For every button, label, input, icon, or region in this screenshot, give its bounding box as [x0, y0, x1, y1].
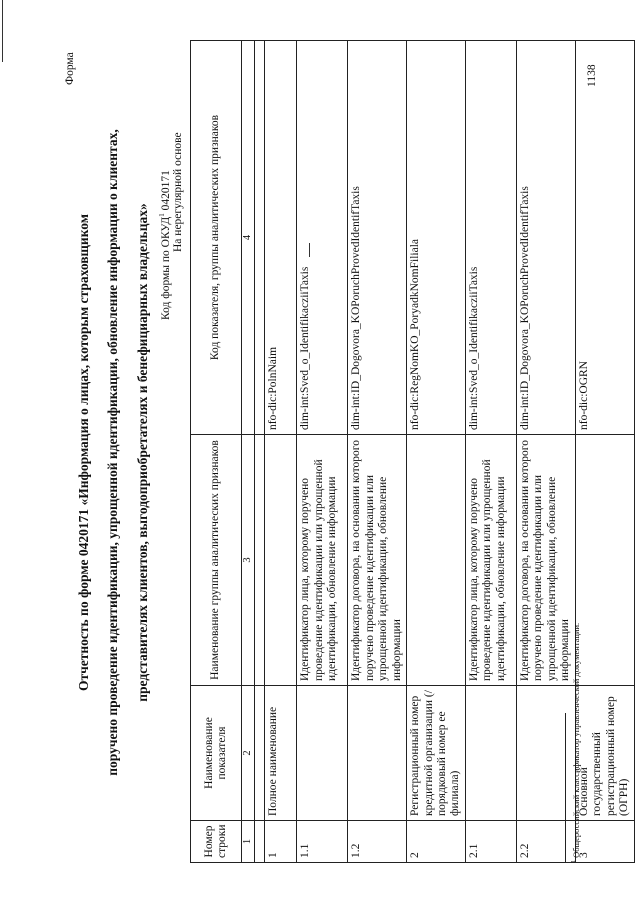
periodicity-label: На нерегулярной основе [172, 132, 184, 252]
page-number: 1138 [586, 64, 598, 87]
okud-code-label: Код формы по ОКУД$^1$ 0420171 [158, 170, 172, 320]
footnote-marker: 1 [571, 860, 578, 863]
group-name: Идентификатор лица, которому поручено проведение идентификации или упрощенной идентификации, обновление информации [297, 435, 348, 686]
indicator-name [516, 686, 575, 821]
indicator-name: Полное наименование [265, 686, 297, 821]
table-row [516, 41, 575, 863]
indicator-code: dim-int:ID_Dogovora_KOPoruchProvedIdentifTaxis [348, 41, 407, 435]
header-indicator-name: Наименование показателя [191, 686, 242, 821]
column-number-row [242, 41, 255, 863]
table-header-row [191, 41, 242, 863]
column-number-cell: 4 [242, 41, 255, 435]
indicator-name: Регистрационный номер кредитной организации (/порядковый номер ее филиала) [407, 686, 466, 821]
table-row [575, 41, 634, 863]
report-title-line-2: поручено проведение идентификации, упрощенной идентификации, обновление информации о клиентах, [105, 129, 120, 776]
table-row [265, 41, 297, 863]
indicator-code: nfo-dic:RegNomKO_PoryadkNomFiliala [407, 41, 466, 435]
indicator-name [348, 686, 407, 821]
column-number-cell: 2 [242, 686, 255, 821]
form-label: Форма [64, 52, 76, 85]
group-name [265, 435, 297, 686]
indicator-name: Основной государственный регистрационный номер (ОГРН) [575, 686, 634, 821]
table-row [297, 41, 348, 863]
row-number: 1.1 [297, 821, 348, 863]
group-name: Идентификатор договора, на основании которого поручено проведение идентификации или упрощенной идентификации, обновление информации [516, 435, 575, 686]
indicator-code: nfo-dic:OGRN [575, 41, 634, 435]
indicator-name [465, 686, 516, 821]
row-number: 2.2 [516, 821, 575, 863]
header-row-number: Номер строки [191, 821, 242, 863]
group-name: Идентификатор лица, которому поручено проведение идентификации или упрощенной идентификации, обновление информации [465, 435, 516, 686]
row-number: 1.2 [348, 821, 407, 863]
footnote [571, 623, 581, 863]
group-name [407, 435, 466, 686]
row-number: 3 [575, 821, 634, 863]
indicator-code: dim-int:Sved_o_IdentifikacziiTaxis [297, 41, 348, 435]
report-title-line-1: Отчетность по форме 0420171 «Информация о лицах, которым страховщиком [76, 214, 91, 691]
row-number: 2.1 [465, 821, 516, 863]
indicator-code: dim-int:Sved_o_IdentifikacziiTaxis [465, 41, 516, 435]
header-code: Код показателя, группы аналитических признаков [191, 41, 242, 435]
indicator-name [297, 686, 348, 821]
report-table [190, 40, 635, 863]
group-name: Идентификатор договора, на основании которого поручено проведение идентификации или упрощенной идентификации, обновление информации [348, 435, 407, 686]
group-name [575, 435, 634, 686]
footnote-separator [565, 713, 566, 863]
row-number: 1 [265, 821, 297, 863]
header-group-name: Наименование группы аналитических признаков [191, 435, 242, 686]
table-spacer-row [255, 41, 265, 863]
table-row [348, 41, 407, 863]
table-row [465, 41, 516, 863]
column-number-cell: 1 [242, 821, 255, 863]
okud-footnote-ref: 1 [158, 213, 166, 217]
okud-code: 0420171 [159, 170, 172, 214]
row-number: 2 [407, 821, 466, 863]
indicator-code: nfo-dic:PolnNaim [265, 41, 297, 435]
table-row [407, 41, 466, 863]
footnote-text: Общероссийский классификатор управленческой документации. [571, 622, 581, 860]
column-number-cell: 3 [242, 435, 255, 686]
report-title-line-3: представителях клиентов, выгодоприобретателях и бенефициарных владельцах» [135, 203, 150, 702]
indicator-code: dim-int:ID_Dogovora_KOPoruchProvedIdentifTaxis [516, 41, 575, 435]
